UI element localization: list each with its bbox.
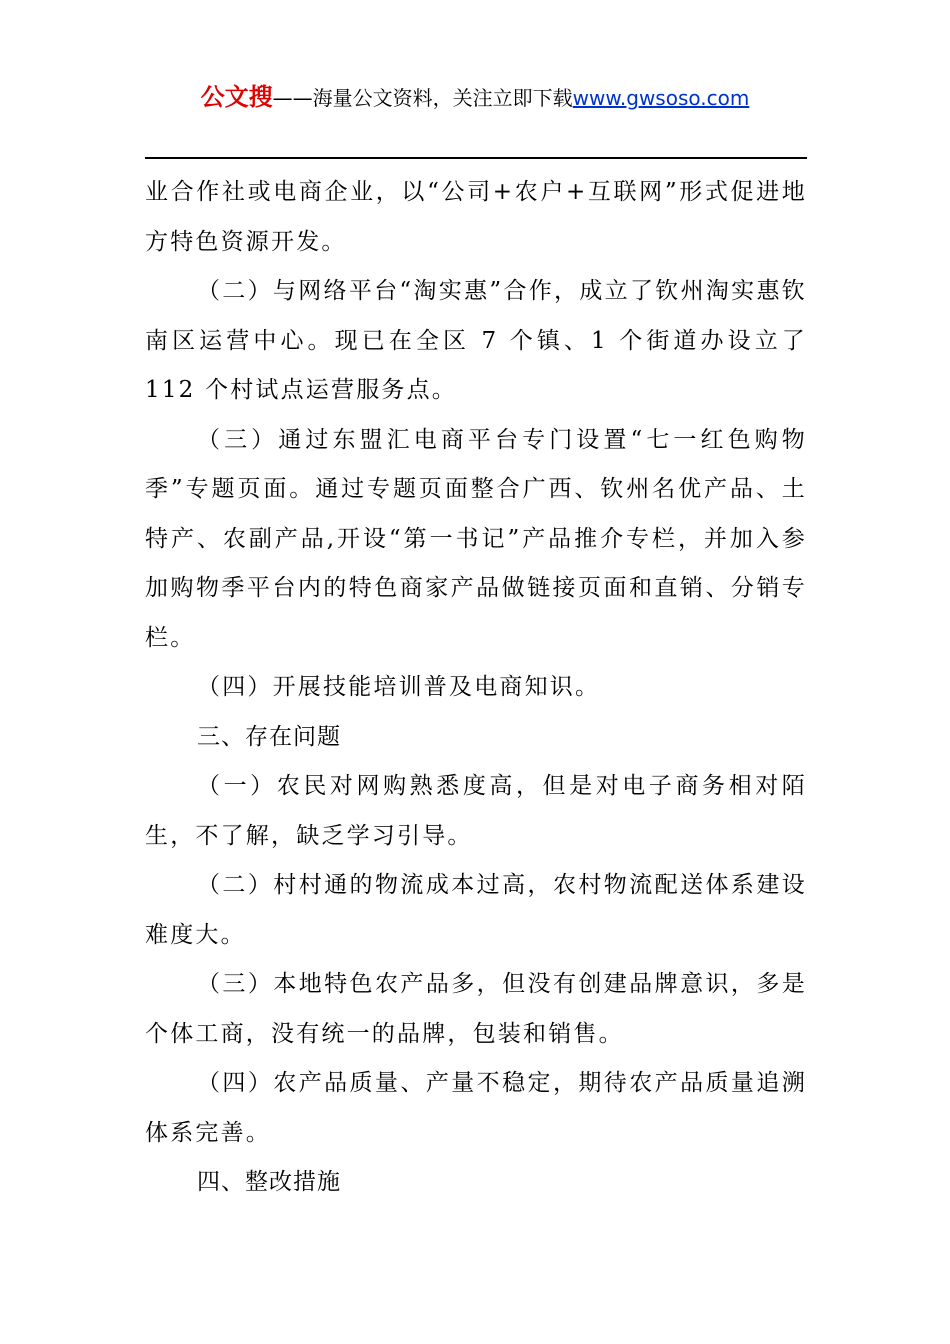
section-heading: 四、整改措施	[197, 1169, 341, 1195]
header-tagline: ——海量公文资料，关注立即下载	[272, 86, 573, 110]
paragraph: （二）村村通的物流成本过高，农村物流配送体系建设难度大。	[145, 872, 807, 948]
paragraph: （三）通过东盟汇电商平台专门设置“七一红色购物季”专题页面。通过专题页面整合广西、钦州名优产品、土特产、农副产品,开设“第一书记”产品推介专栏，并加入参加购物季平台内的特色商家产品做链接页面和直销、分销专栏。	[145, 426, 807, 651]
paragraph: （三）本地特色农产品多，但没有创建品牌意识，多是个体工商，没有统一的品牌，包装和销售。	[145, 971, 807, 1047]
paragraph: 业合作社或电商企业，以“公司+农户+互联网”形式促进地方特色资源开发。	[145, 179, 807, 255]
document-body	[145, 168, 807, 1208]
page-header	[0, 82, 950, 113]
header-divider	[145, 157, 807, 159]
website-link[interactable]: www.gwsoso.com	[572, 86, 750, 110]
brand-name: 公文搜	[200, 83, 273, 111]
section-heading: 三、存在问题	[197, 723, 341, 750]
paragraph: （一）农民对网购熟悉度高，但是对电子商务相对陌生，不了解，缺乏学习引导。	[145, 773, 807, 849]
paragraph: （四）农产品质量、产量不稳定，期待农产品质量追溯体系完善。	[145, 1070, 807, 1146]
paragraph: （四）开展技能培训普及电商知识。	[197, 674, 601, 700]
paragraph: （二）与网络平台“淘实惠”合作，成立了钦州淘实惠钦南区运营中心。现已在全区 7 个镇、1 个街道办设立了 112 个村试点运营服务点。	[145, 278, 807, 403]
